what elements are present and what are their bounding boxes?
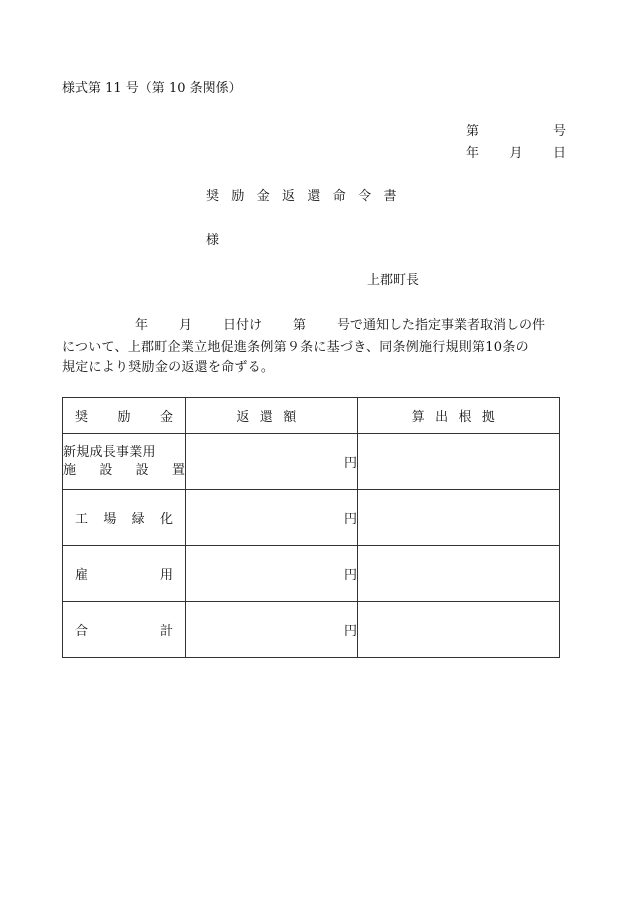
header-refund-amount: 返還額 — [186, 398, 358, 434]
body-line-1 — [135, 318, 545, 334]
refund-table — [62, 397, 560, 658]
date-line — [466, 146, 566, 162]
addressee: 様 — [206, 233, 220, 248]
body-line-2: について、上郡町企業立地促進条例第９条に基づき、同条例施行規則第10条の — [62, 340, 529, 355]
table-row — [63, 490, 560, 546]
basis-cell[interactable] — [358, 546, 560, 602]
amount-cell[interactable]: 円 — [186, 546, 358, 602]
row-label-new-growth: 新規成長事業用 施 設 設 置 — [63, 434, 186, 490]
date-month: 月 — [509, 146, 523, 161]
basis-cell[interactable] — [358, 602, 560, 658]
basis-cell[interactable] — [358, 490, 560, 546]
row-label-employment: 雇 用 — [63, 546, 186, 602]
table-row — [63, 546, 560, 602]
date-year: 年 — [466, 146, 480, 161]
document-title: 奨励金返還命令書 — [206, 189, 409, 204]
row-label-total: 合 計 — [63, 602, 186, 658]
header-incentive: 奨 励 金 — [63, 398, 186, 434]
basis-cell[interactable] — [358, 434, 560, 490]
doc-number-suffix: 号 — [552, 124, 566, 139]
body-number: 第 — [293, 318, 307, 333]
form-number: 様式第 11 号（第 10 条関係） — [62, 81, 242, 96]
body-year: 年 — [135, 318, 149, 333]
date-day: 日 — [552, 146, 566, 161]
amount-cell[interactable]: 円 — [186, 434, 358, 490]
table-row — [63, 434, 560, 490]
body-notice: 号で通知した指定事業者取消しの件 — [337, 318, 546, 333]
table-header-row — [63, 398, 560, 434]
document-number-line — [466, 124, 566, 140]
header-calculation-basis: 算出根拠 — [358, 398, 560, 434]
amount-cell[interactable]: 円 — [186, 602, 358, 658]
doc-number-prefix: 第 — [466, 124, 480, 139]
table-row — [63, 602, 560, 658]
body-month: 月 — [179, 318, 193, 333]
body-day: 日付け — [223, 318, 263, 333]
issuer: 上郡町長 — [367, 273, 420, 288]
body-line-3: 規定により奨励金の返還を命ずる。 — [62, 360, 275, 375]
amount-cell[interactable]: 円 — [186, 490, 358, 546]
row-label-factory-greening: 工 場 緑 化 — [63, 490, 186, 546]
